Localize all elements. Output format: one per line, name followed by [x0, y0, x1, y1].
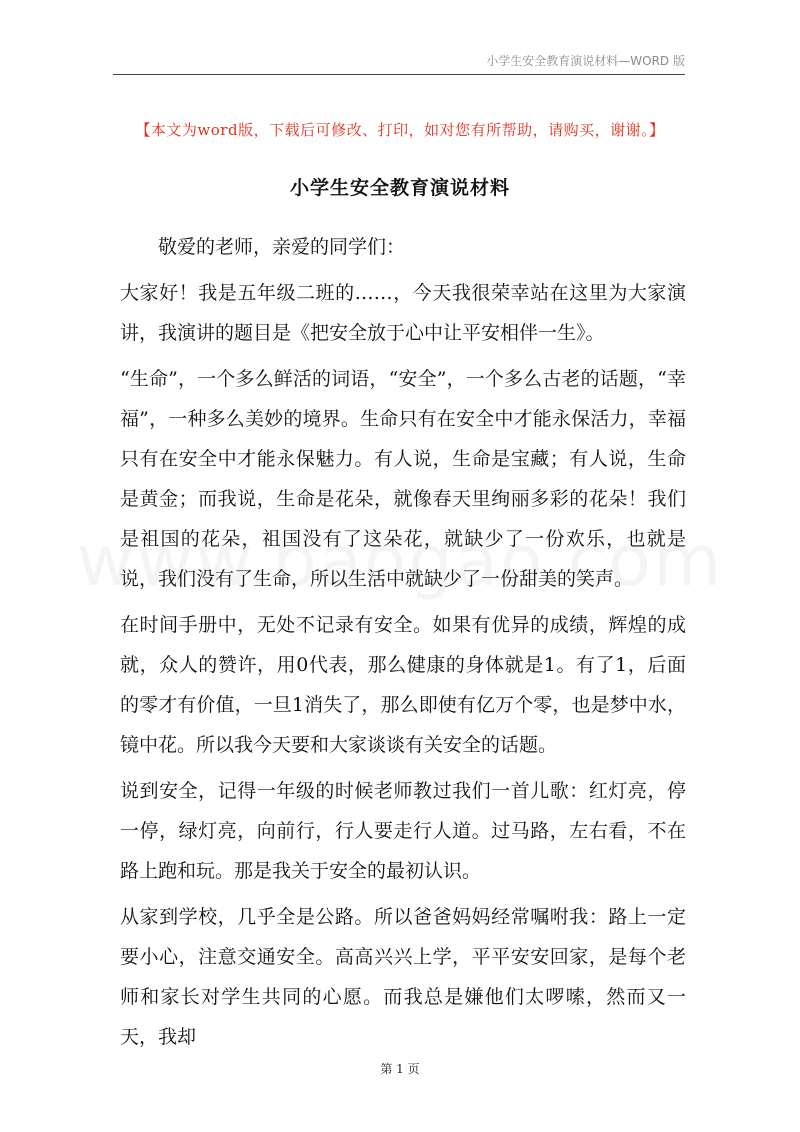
body-paragraph: 从家到学校，几乎全是公路。所以爸爸妈妈经常嘱咐我：路上一定要小心，注意交通安全。高高兴兴上学，平平安安回家，是每个老师和家长对学生共同的心愿。而我总是嫌他们太啰嗦，然而又一天，我却	[120, 906, 686, 1048]
body-paragraph: 在时间手册中，无处不记录有安全。如果有优异的成绩，辉煌的成就，众人的赞许，用0代表，那么健康的身体就是1。有了1，后面的零才有价值，一旦1消失了，那么即使有亿万个零，也是梦中水，镜中花。所以我今天要和大家谈谈有关安全的话题。	[120, 614, 686, 756]
page-number: 第 1 页	[380, 1062, 420, 1076]
running-header: 小学生安全教育演说材料—WORD 版	[486, 54, 685, 68]
salutation-paragraph: 敬爱的老师，亲爱的同学们：	[158, 236, 406, 258]
document-title: 小学生安全教育演说材料	[289, 177, 510, 199]
purchase-notice: 【本文为word版，下载后可修改、打印，如对您有所帮助，请购买，谢谢。】	[135, 121, 665, 139]
body-paragraph: 大家好！我是五年级二班的……，今天我很荣幸站在这里为大家演讲，我演讲的题目是《把安全放于心中让平安相伴一生》。	[120, 282, 686, 344]
body-paragraph: “生命”，一个多么鲜活的词语，“安全”，一个多么古老的话题，“幸福”，一种多么美妙的境界。生命只有在安全中才能永保活力，幸福只有在安全中才能永保魅力。有人说，生命是宝藏；有人说，生命是黄金；而我说，生命是花朵，就像春天里绚丽多彩的花朵！我们是祖国的花朵，祖国没有了这朵花，就缺少了一份欢乐，也就是说，我们没有了生命，所以生活中就缺少了一份甜美的笑声。	[120, 368, 686, 590]
body-paragraph: 说到安全，记得一年级的时候老师教过我们一首儿歌：红灯亮，停一停，绿灯亮，向前行，行人要走行人道。过马路，左右看，不在路上跑和玩。那是我关于安全的最初认识。	[120, 780, 686, 882]
document-body	[120, 227, 686, 1063]
header-divider	[113, 74, 685, 75]
